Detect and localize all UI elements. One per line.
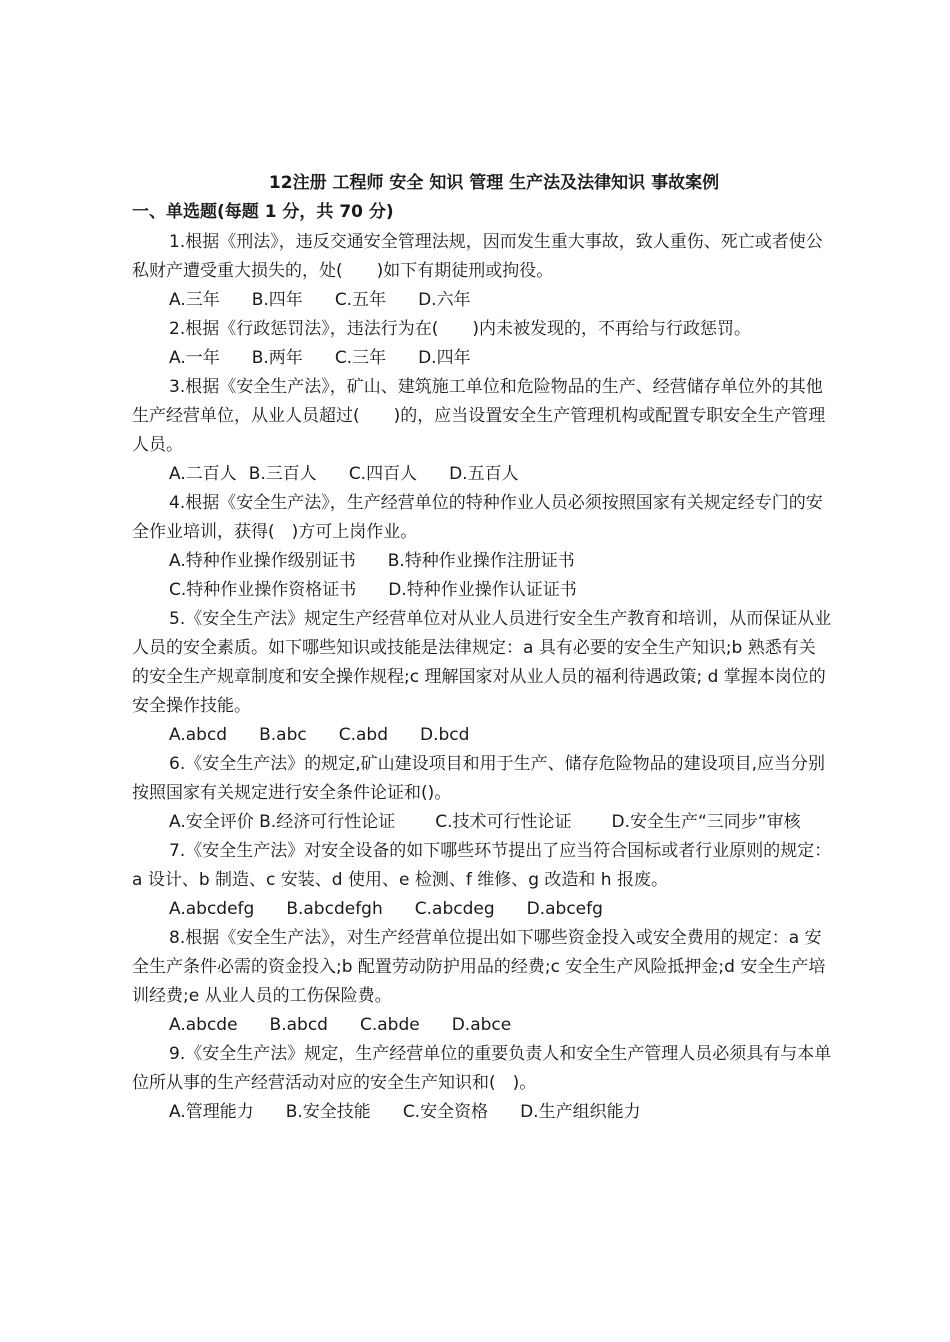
option-c: C.四百人 xyxy=(348,464,418,484)
option-a: A.管理能力 xyxy=(169,1102,254,1122)
option-b: B.两年 xyxy=(251,348,303,368)
option-b: B.经济可行性论证 xyxy=(259,812,396,832)
question-text: 9.《安全生产法》规定，生产经营单位的重要负责人和安全生产管理人员必须具有与本单位所从事的生产经营活动对应的安全生产知识和( )。 xyxy=(132,1044,832,1093)
question-options xyxy=(132,1098,832,1127)
question-text: 6.《安全生产法》的规定,矿山建设项目和用于生产、储存危险物品的建设项目,应当分别按照国家有关规定进行安全条件论证和()。 xyxy=(132,754,826,803)
option-a: A.abcd xyxy=(169,725,228,745)
question-options xyxy=(132,1011,832,1040)
question-options xyxy=(132,344,832,373)
question-options xyxy=(132,576,832,605)
option-b: B.abcdefgh xyxy=(286,899,383,919)
question-options xyxy=(132,721,832,750)
option-c: C.abde xyxy=(359,1015,420,1035)
option-d: D.安全生产“三同步”审核 xyxy=(611,812,801,832)
question-options xyxy=(132,460,832,489)
document-title: 12注册 工程师 安全 知识 管理 生产法及法律知识 事故案例 xyxy=(268,173,720,193)
option-d: D.abcefg xyxy=(526,899,603,919)
option-d: D.四年 xyxy=(418,348,471,368)
option-c: C.技术可行性论证 xyxy=(435,812,572,832)
option-d: D.五百人 xyxy=(449,464,519,484)
option-c: C.特种作业操作资格证书 xyxy=(169,580,357,600)
option-d: D.特种作业操作认证证书 xyxy=(388,580,577,600)
question-options xyxy=(132,547,832,576)
question-text: 2.根据《行政惩罚法》，违法行为在( )内未被发现的，不再给与行政惩罚。 xyxy=(169,319,751,339)
option-d: D.生产组织能力 xyxy=(520,1102,641,1122)
option-b: B.安全技能 xyxy=(285,1102,371,1122)
option-c: C.三年 xyxy=(334,348,387,368)
question-text: 7.《安全生产法》对安全设备的如下哪些环节提出了应当符合国标或者行业原则的规定：a 设计、b 制造、c 安装、d 使用、e 检测、f 维修、g 改造和 h 报废。 xyxy=(132,841,832,890)
option-a: A.abcdefg xyxy=(169,899,255,919)
question-options xyxy=(132,895,832,924)
option-b: B.abcd xyxy=(269,1015,328,1035)
option-d: D.abce xyxy=(451,1015,512,1035)
question-text: 4.根据《安全生产法》，生产经营单位的特种作业人员必须按照国家有关规定经专门的安全作业培训，获得( )方可上岗作业。 xyxy=(132,493,823,542)
option-b: B.三百人 xyxy=(248,464,317,484)
option-a: A.安全评价 xyxy=(169,812,254,832)
option-a: A.abcde xyxy=(169,1015,238,1035)
option-c: C.五年 xyxy=(334,290,387,310)
option-b: B.四年 xyxy=(251,290,303,310)
option-a: A.特种作业操作级别证书 xyxy=(169,551,356,571)
option-a: A.二百人 xyxy=(169,464,237,484)
option-c: C.安全资格 xyxy=(402,1102,489,1122)
option-a: A.三年 xyxy=(169,290,220,310)
question-options xyxy=(132,808,832,837)
option-c: C.abcdeg xyxy=(414,899,495,919)
question-options xyxy=(132,286,832,315)
question-text: 5.《安全生产法》规定生产经营单位对从业人员进行安全生产教育和培训，从而保证从业人员的安全素质。如下哪些知识或技能是法律规定：a 具有必要的安全生产知识;b 熟悉有关的安全生产规章制度和安全操作规程;c 理解国家对从业人员的福利待遇政策; d 掌握本岗位的安全操作技能。 xyxy=(132,609,832,716)
section-heading: 一、单选题(每题 1 分，共 70 分) xyxy=(132,202,394,222)
option-d: D.六年 xyxy=(418,290,471,310)
question-text: 8.根据《安全生产法》，对生产经营单位提出如下哪些资金投入或安全费用的规定：a 安全生产条件必需的资金投入;b 配置劳动防护用品的经费;c 安全生产风险抵押金;d 安全生产培训经费;e 从业人员的工伤保险费。 xyxy=(132,928,826,1006)
question-text: 3.根据《安全生产法》，矿山、建筑施工单位和危险物品的生产、经营储存单位外的其他生产经营单位，从业人员超过( )的，应当设置安全生产管理机构或配置专职安全生产管理人员。 xyxy=(132,377,826,455)
question-list xyxy=(132,228,832,1127)
option-b: B.abc xyxy=(259,725,307,745)
option-d: D.bcd xyxy=(420,725,470,745)
option-c: C.abd xyxy=(338,725,388,745)
option-a: A.一年 xyxy=(169,348,220,368)
option-b: B.特种作业操作注册证书 xyxy=(387,551,575,571)
question-text: 1.根据《刑法》，违反交通安全管理法规，因而发生重大事故，致人重伤、死亡或者使公私财产遭受重大损失的，处( )如下有期徒刑或拘役。 xyxy=(132,232,823,281)
